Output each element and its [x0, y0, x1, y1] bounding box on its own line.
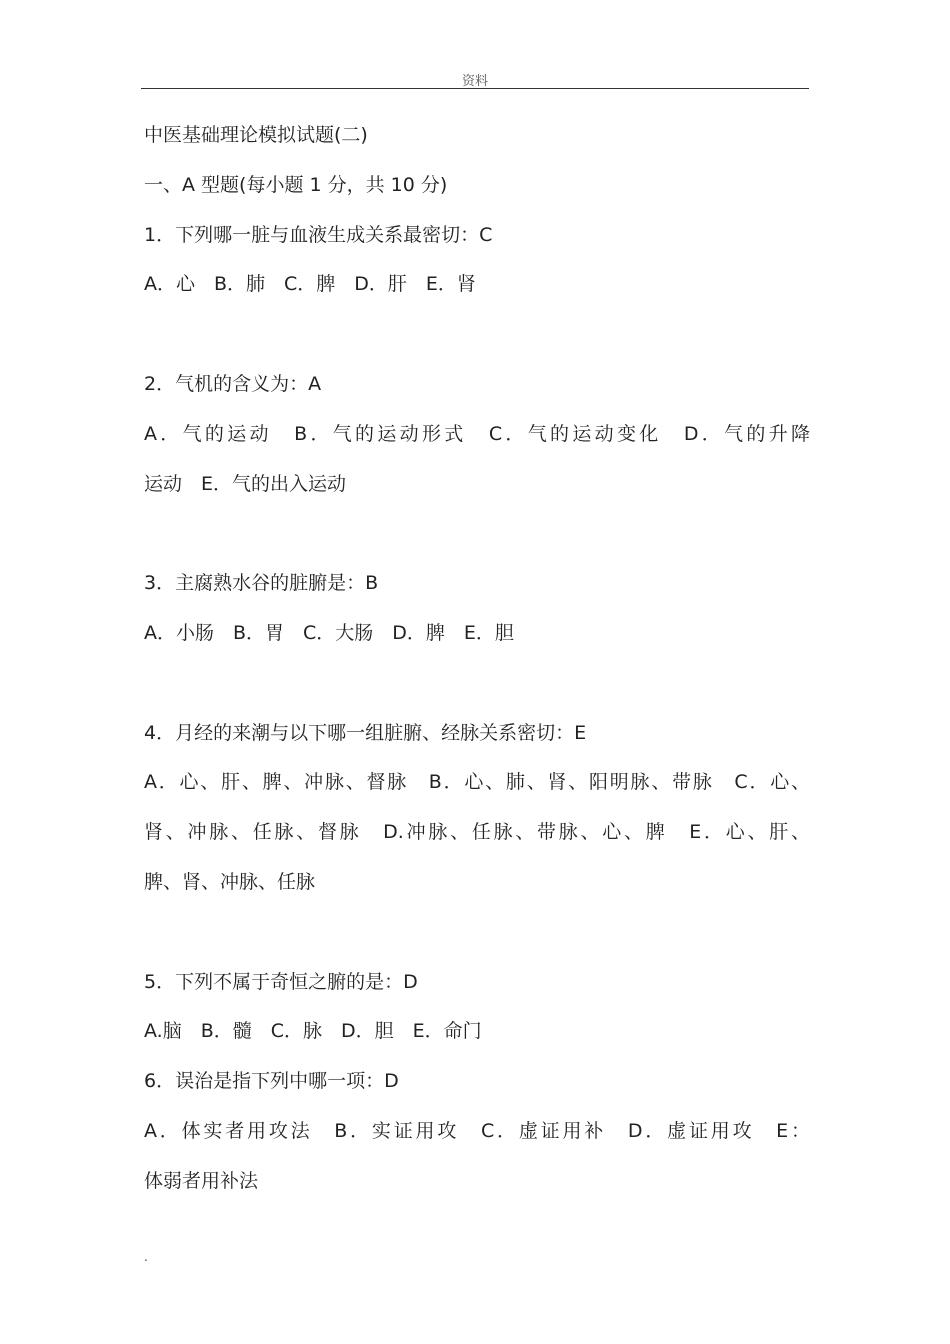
- question-2-text: 2．气机的含义为：A: [144, 372, 322, 395]
- spacer: [144, 310, 810, 360]
- question-4-options-line-2: 肾、冲脉、任脉、督脉 D.冲脉、任脉、带脉、心、脾 E．心、肝、: [144, 821, 810, 844]
- footer-mark: .: [144, 1250, 148, 1264]
- page-header-label: 资料: [461, 74, 488, 89]
- document-title: 中医基础理论模拟试题(二): [144, 124, 368, 146]
- question-2-options-line-1: A．气的运动 B．气的运动形式 C．气的运动变化 D．气的升降: [144, 422, 810, 445]
- question-5-options: A.脑 B．髓 C．脉 D．胆 E．命门: [144, 1020, 482, 1043]
- question-6-options-line-2: 体弱者用补法: [144, 1169, 259, 1192]
- spacer: [144, 659, 810, 709]
- question-6-text: 6．误治是指下列中哪一项：D: [144, 1070, 399, 1093]
- question-2-options-line-2: 运动 E．气的出入运动: [144, 472, 347, 495]
- spacer: [144, 509, 810, 559]
- question-1-text: 1．下列哪一脏与血液生成关系最密切：C: [144, 223, 493, 246]
- question-4-options-line-1: A．心、肝、脾、冲脉、督脉 B．心、肺、肾、阳明脉、带脉 C．心、: [144, 771, 810, 794]
- question-3-text: 3．主腐熟水谷的脏腑是：B: [144, 572, 379, 595]
- question-1-options: A．心 B．肺 C．脾 D．肝 E．肾: [144, 273, 476, 296]
- question-4-options-line-3: 脾、肾、冲脉、任脉: [144, 870, 316, 893]
- question-6-options-line-1: A．体实者用攻法 B．实证用攻 C．虚证用补 D．虚证用攻 E：: [144, 1119, 810, 1142]
- question-4-text: 4．月经的来潮与以下哪一组脏腑、经脉关系密切：E: [144, 721, 587, 744]
- header-divider: [141, 88, 809, 89]
- document-body: [144, 111, 810, 1207]
- question-3-options: A．小肠 B．胃 C．大肠 D．脾 E．胆: [144, 621, 514, 644]
- section-heading: 一、A 型题(每小题 1 分，共 10 分): [144, 173, 448, 196]
- spacer: [144, 908, 810, 958]
- question-5-text: 5．下列不属于奇恒之腑的是：D: [144, 970, 418, 993]
